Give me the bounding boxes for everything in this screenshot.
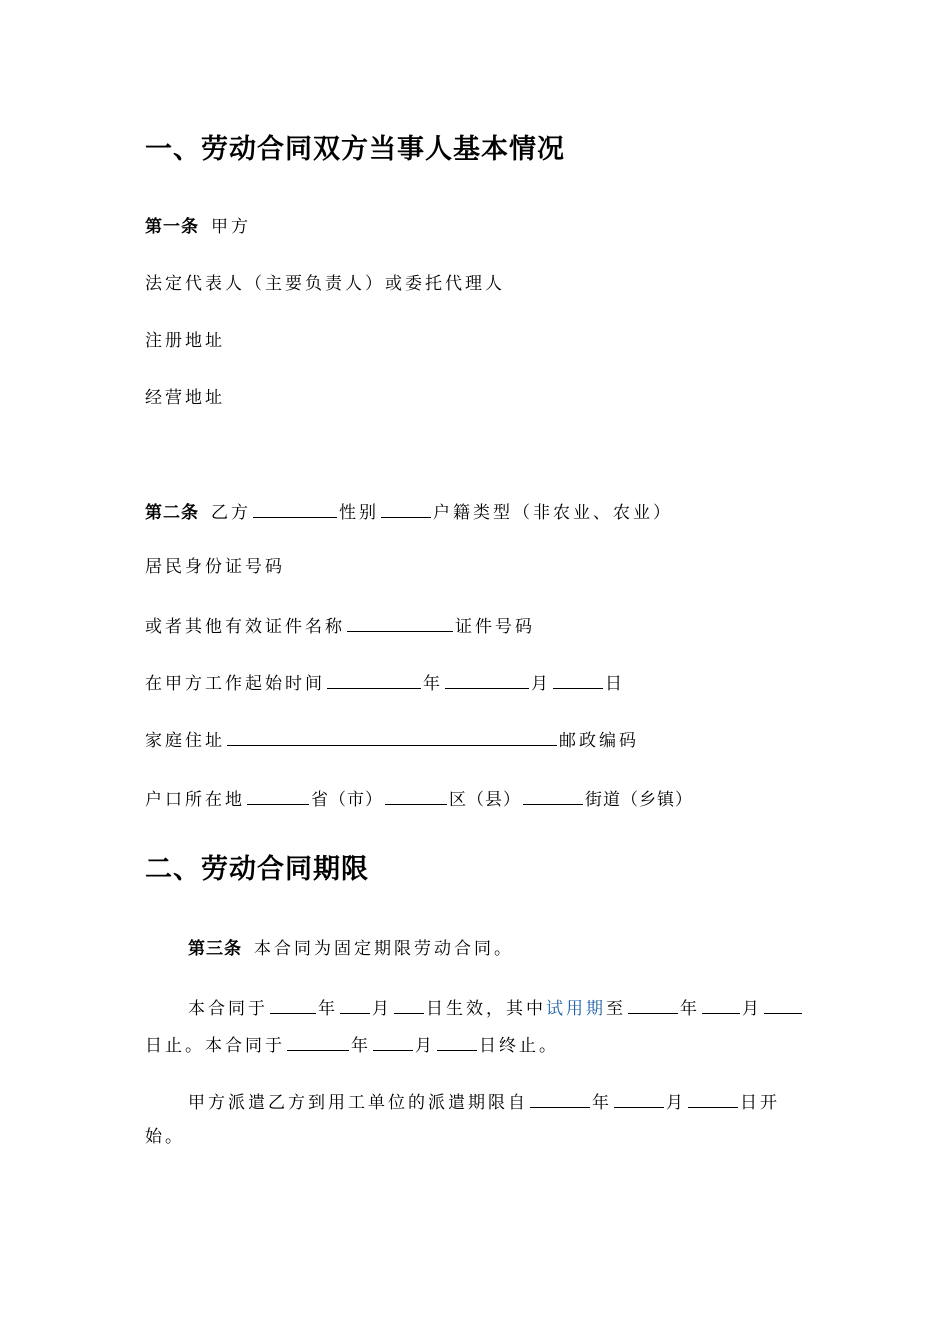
gender-blank[interactable] xyxy=(381,498,431,518)
start-day-blank[interactable] xyxy=(553,669,603,689)
article-3-line-1 xyxy=(188,937,514,961)
district-label: 区（县） xyxy=(449,790,521,810)
article-2-label: 第二条 xyxy=(145,503,199,523)
dispatch-month-blank[interactable] xyxy=(614,1088,664,1108)
effective-prefix: 本合同于 xyxy=(188,999,268,1019)
end-month-blank[interactable] xyxy=(373,1031,413,1051)
dispatch-month-label: 月 xyxy=(666,1093,686,1113)
street-label: 街道（乡镇） xyxy=(585,790,693,810)
article-3-label: 第三条 xyxy=(188,939,242,959)
end-year-blank[interactable] xyxy=(287,1031,349,1051)
start-month-blank[interactable] xyxy=(445,669,529,689)
effective-month-blank[interactable] xyxy=(340,994,370,1014)
party-b-label: 乙方 xyxy=(211,503,251,523)
province-label: 省（市） xyxy=(311,790,383,810)
effective-year-blank[interactable] xyxy=(270,994,316,1014)
business-address-label: 经营地址 xyxy=(145,388,225,408)
other-id-line xyxy=(145,612,535,639)
registered-address-label: 注册地址 xyxy=(145,331,225,351)
section-title-parties: 一、劳动合同双方当事人基本情况 xyxy=(145,134,565,165)
start-month-label: 月 xyxy=(531,674,551,694)
street-blank[interactable] xyxy=(523,785,583,805)
probation-year-label: 年 xyxy=(680,999,700,1019)
start-year-blank[interactable] xyxy=(327,669,421,689)
contract-type-text: 本合同为固定期限劳动合同。 xyxy=(254,939,514,959)
start-day-label: 日 xyxy=(605,674,625,694)
article-1-party-a xyxy=(145,215,251,239)
effective-date-line xyxy=(188,994,804,1021)
probation-month-blank[interactable] xyxy=(702,994,740,1014)
cert-number-label: 证件号码 xyxy=(455,617,535,637)
article-2-party-b xyxy=(145,498,673,525)
termination-suffix: 日终止。 xyxy=(479,1036,559,1056)
postcode-label: 邮政编码 xyxy=(559,731,639,751)
province-blank[interactable] xyxy=(247,785,309,805)
start-year-label: 年 xyxy=(423,674,443,694)
effective-day-blank[interactable] xyxy=(394,994,424,1014)
termination-date-line xyxy=(145,1031,559,1058)
dispatch-year-blank[interactable] xyxy=(530,1088,590,1108)
representative-label: 法定代表人（主要负责人）或委托代理人 xyxy=(145,274,505,294)
end-month-label: 月 xyxy=(415,1036,435,1056)
start-time-line xyxy=(145,669,625,696)
dispatch-suffix: 日开 xyxy=(740,1093,780,1113)
other-id-label: 或者其他有效证件名称 xyxy=(145,617,345,637)
article-1-label: 第一条 xyxy=(145,217,199,237)
hukou-location-line xyxy=(145,785,693,812)
end-day-blank[interactable] xyxy=(437,1031,477,1051)
home-address-blank[interactable] xyxy=(227,726,557,746)
effective-month-label: 月 xyxy=(372,999,392,1019)
hukou-location-label: 户口所在地 xyxy=(145,790,245,810)
district-blank[interactable] xyxy=(385,785,447,805)
home-address-line xyxy=(145,726,639,753)
hukou-type-label: 户籍类型（非农业、农业） xyxy=(433,503,673,523)
party-a-label: 甲方 xyxy=(211,217,251,237)
party-b-name-blank[interactable] xyxy=(253,498,337,518)
id-number-label: 居民身份证号码 xyxy=(145,557,285,577)
effective-year-label: 年 xyxy=(318,999,338,1019)
start-time-label: 在甲方工作起始时间 xyxy=(145,674,325,694)
dispatch-period-line xyxy=(188,1088,780,1115)
home-address-label: 家庭住址 xyxy=(145,731,225,751)
probation-day-blank[interactable] xyxy=(764,994,802,1014)
probation-end-text: 日止。本合同于 xyxy=(145,1036,285,1056)
dispatch-prefix: 甲方派遣乙方到用工单位的派遣期限自 xyxy=(188,1093,528,1113)
other-id-blank[interactable] xyxy=(347,612,453,632)
section-title-term: 二、劳动合同期限 xyxy=(145,854,369,885)
dispatch-day-blank[interactable] xyxy=(688,1088,738,1108)
probation-to-label: 至 xyxy=(606,999,626,1019)
probation-year-blank[interactable] xyxy=(628,994,678,1014)
probation-month-label: 月 xyxy=(742,999,762,1019)
end-year-label: 年 xyxy=(351,1036,371,1056)
dispatch-year-label: 年 xyxy=(592,1093,612,1113)
dispatch-start-text: 始。 xyxy=(145,1127,185,1147)
probation-link[interactable]: 试用期 xyxy=(546,999,606,1019)
effective-suffix: 日生效，其中 xyxy=(426,999,546,1019)
gender-label: 性别 xyxy=(339,503,379,523)
